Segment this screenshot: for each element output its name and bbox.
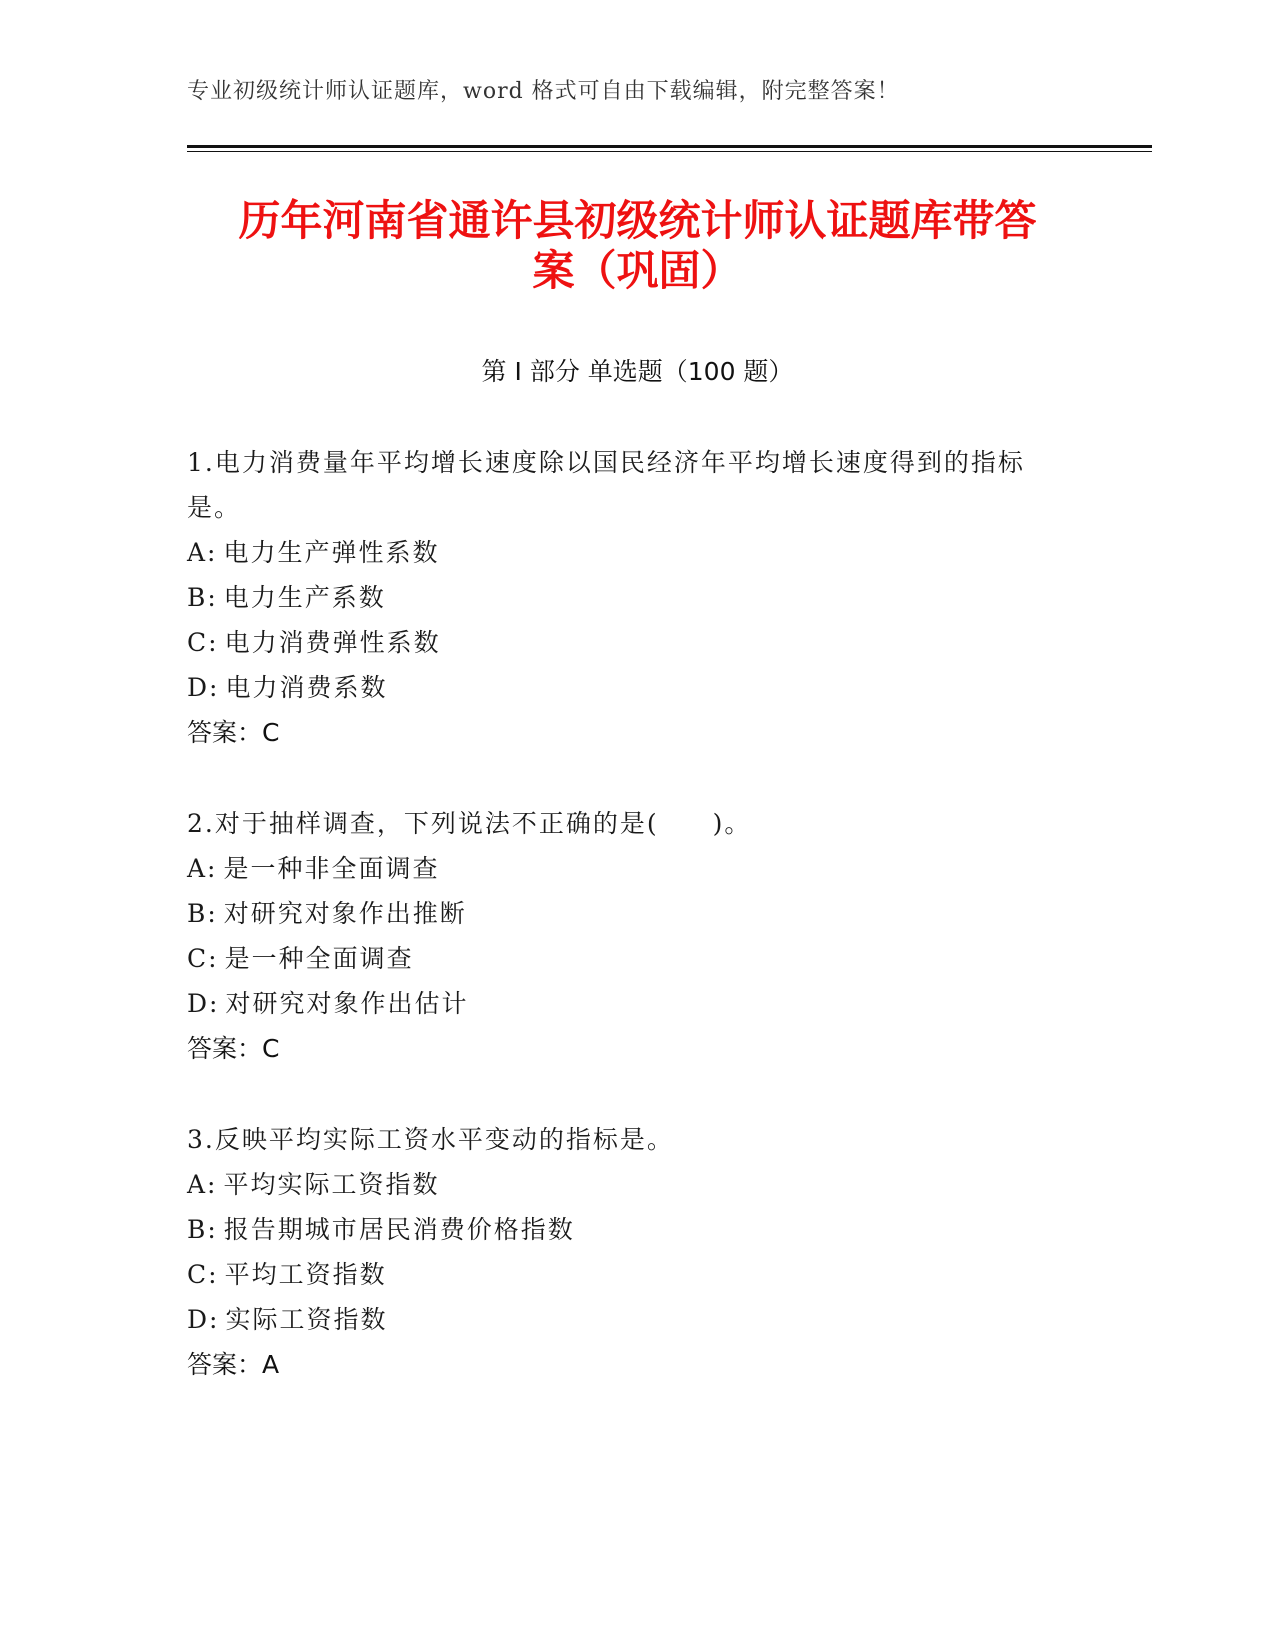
question-stem: 3.反映平均实际工资水平变动的指标是。 bbox=[187, 1125, 674, 1154]
option-label: B: bbox=[187, 1215, 218, 1244]
option-a bbox=[187, 530, 1067, 575]
option-b bbox=[187, 575, 1067, 620]
answer-value: C bbox=[262, 718, 280, 747]
question-stem: 1.电力消费量年平均增长速度除以国民经济年平均增长速度得到的指标是。 bbox=[187, 448, 1025, 522]
option-label: D: bbox=[187, 673, 220, 702]
answer-value: A bbox=[262, 1350, 280, 1379]
option-d bbox=[187, 981, 1067, 1026]
option-b bbox=[187, 891, 1067, 936]
answer-line bbox=[187, 1342, 1067, 1387]
option-label: C: bbox=[187, 628, 219, 657]
option-text: 电力生产系数 bbox=[223, 583, 386, 612]
option-text: 电力消费系数 bbox=[225, 673, 388, 702]
option-d bbox=[187, 1297, 1067, 1342]
document-title bbox=[187, 196, 1088, 296]
option-a bbox=[187, 1162, 1067, 1207]
question-list bbox=[187, 440, 1067, 1433]
answer-value: C bbox=[262, 1034, 280, 1063]
question-3 bbox=[187, 1117, 1067, 1387]
option-label: C: bbox=[187, 1260, 219, 1289]
option-text: 实际工资指数 bbox=[225, 1305, 388, 1334]
question-2 bbox=[187, 801, 1067, 1071]
question-1 bbox=[187, 440, 1067, 755]
question-stem: 2.对于抽样调查，下列说法不正确的是( )。 bbox=[187, 809, 752, 838]
option-c bbox=[187, 936, 1067, 981]
header-rule-thick bbox=[187, 145, 1152, 148]
answer-prefix: 答案： bbox=[187, 1034, 263, 1063]
option-b bbox=[187, 1207, 1067, 1252]
option-label: B: bbox=[187, 899, 218, 928]
option-text: 是一种全面调查 bbox=[224, 944, 414, 973]
section-heading: 第 I 部分 单选题（100 题） bbox=[481, 357, 794, 386]
option-text: 电力生产弹性系数 bbox=[223, 538, 440, 567]
option-label: D: bbox=[187, 1305, 220, 1334]
option-text: 对研究对象作出估计 bbox=[225, 989, 469, 1018]
answer-line bbox=[187, 1026, 1067, 1071]
header-note: 专业初级统计师认证题库，word 格式可自由下载编辑，附完整答案！ bbox=[187, 79, 900, 104]
option-text: 报告期城市居民消费价格指数 bbox=[223, 1215, 575, 1244]
option-label: C: bbox=[187, 944, 219, 973]
option-text: 是一种非全面调查 bbox=[223, 854, 440, 883]
option-d bbox=[187, 665, 1067, 710]
option-label: B: bbox=[187, 583, 218, 612]
option-text: 电力消费弹性系数 bbox=[224, 628, 441, 657]
answer-line bbox=[187, 710, 1067, 755]
title-line-2: 案（巩固） bbox=[532, 246, 743, 295]
option-label: A: bbox=[187, 538, 218, 567]
option-c bbox=[187, 620, 1067, 665]
option-label: D: bbox=[187, 989, 220, 1018]
answer-prefix: 答案： bbox=[187, 718, 263, 747]
option-a bbox=[187, 846, 1067, 891]
option-text: 平均实际工资指数 bbox=[223, 1170, 440, 1199]
option-label: A: bbox=[187, 1170, 218, 1199]
header-rule-thin bbox=[187, 151, 1152, 152]
option-label: A: bbox=[187, 854, 218, 883]
option-c bbox=[187, 1252, 1067, 1297]
title-line-1: 历年河南省通许县初级统计师认证题库带答 bbox=[238, 196, 1037, 245]
answer-prefix: 答案： bbox=[187, 1350, 263, 1379]
option-text: 对研究对象作出推断 bbox=[223, 899, 467, 928]
option-text: 平均工资指数 bbox=[224, 1260, 387, 1289]
